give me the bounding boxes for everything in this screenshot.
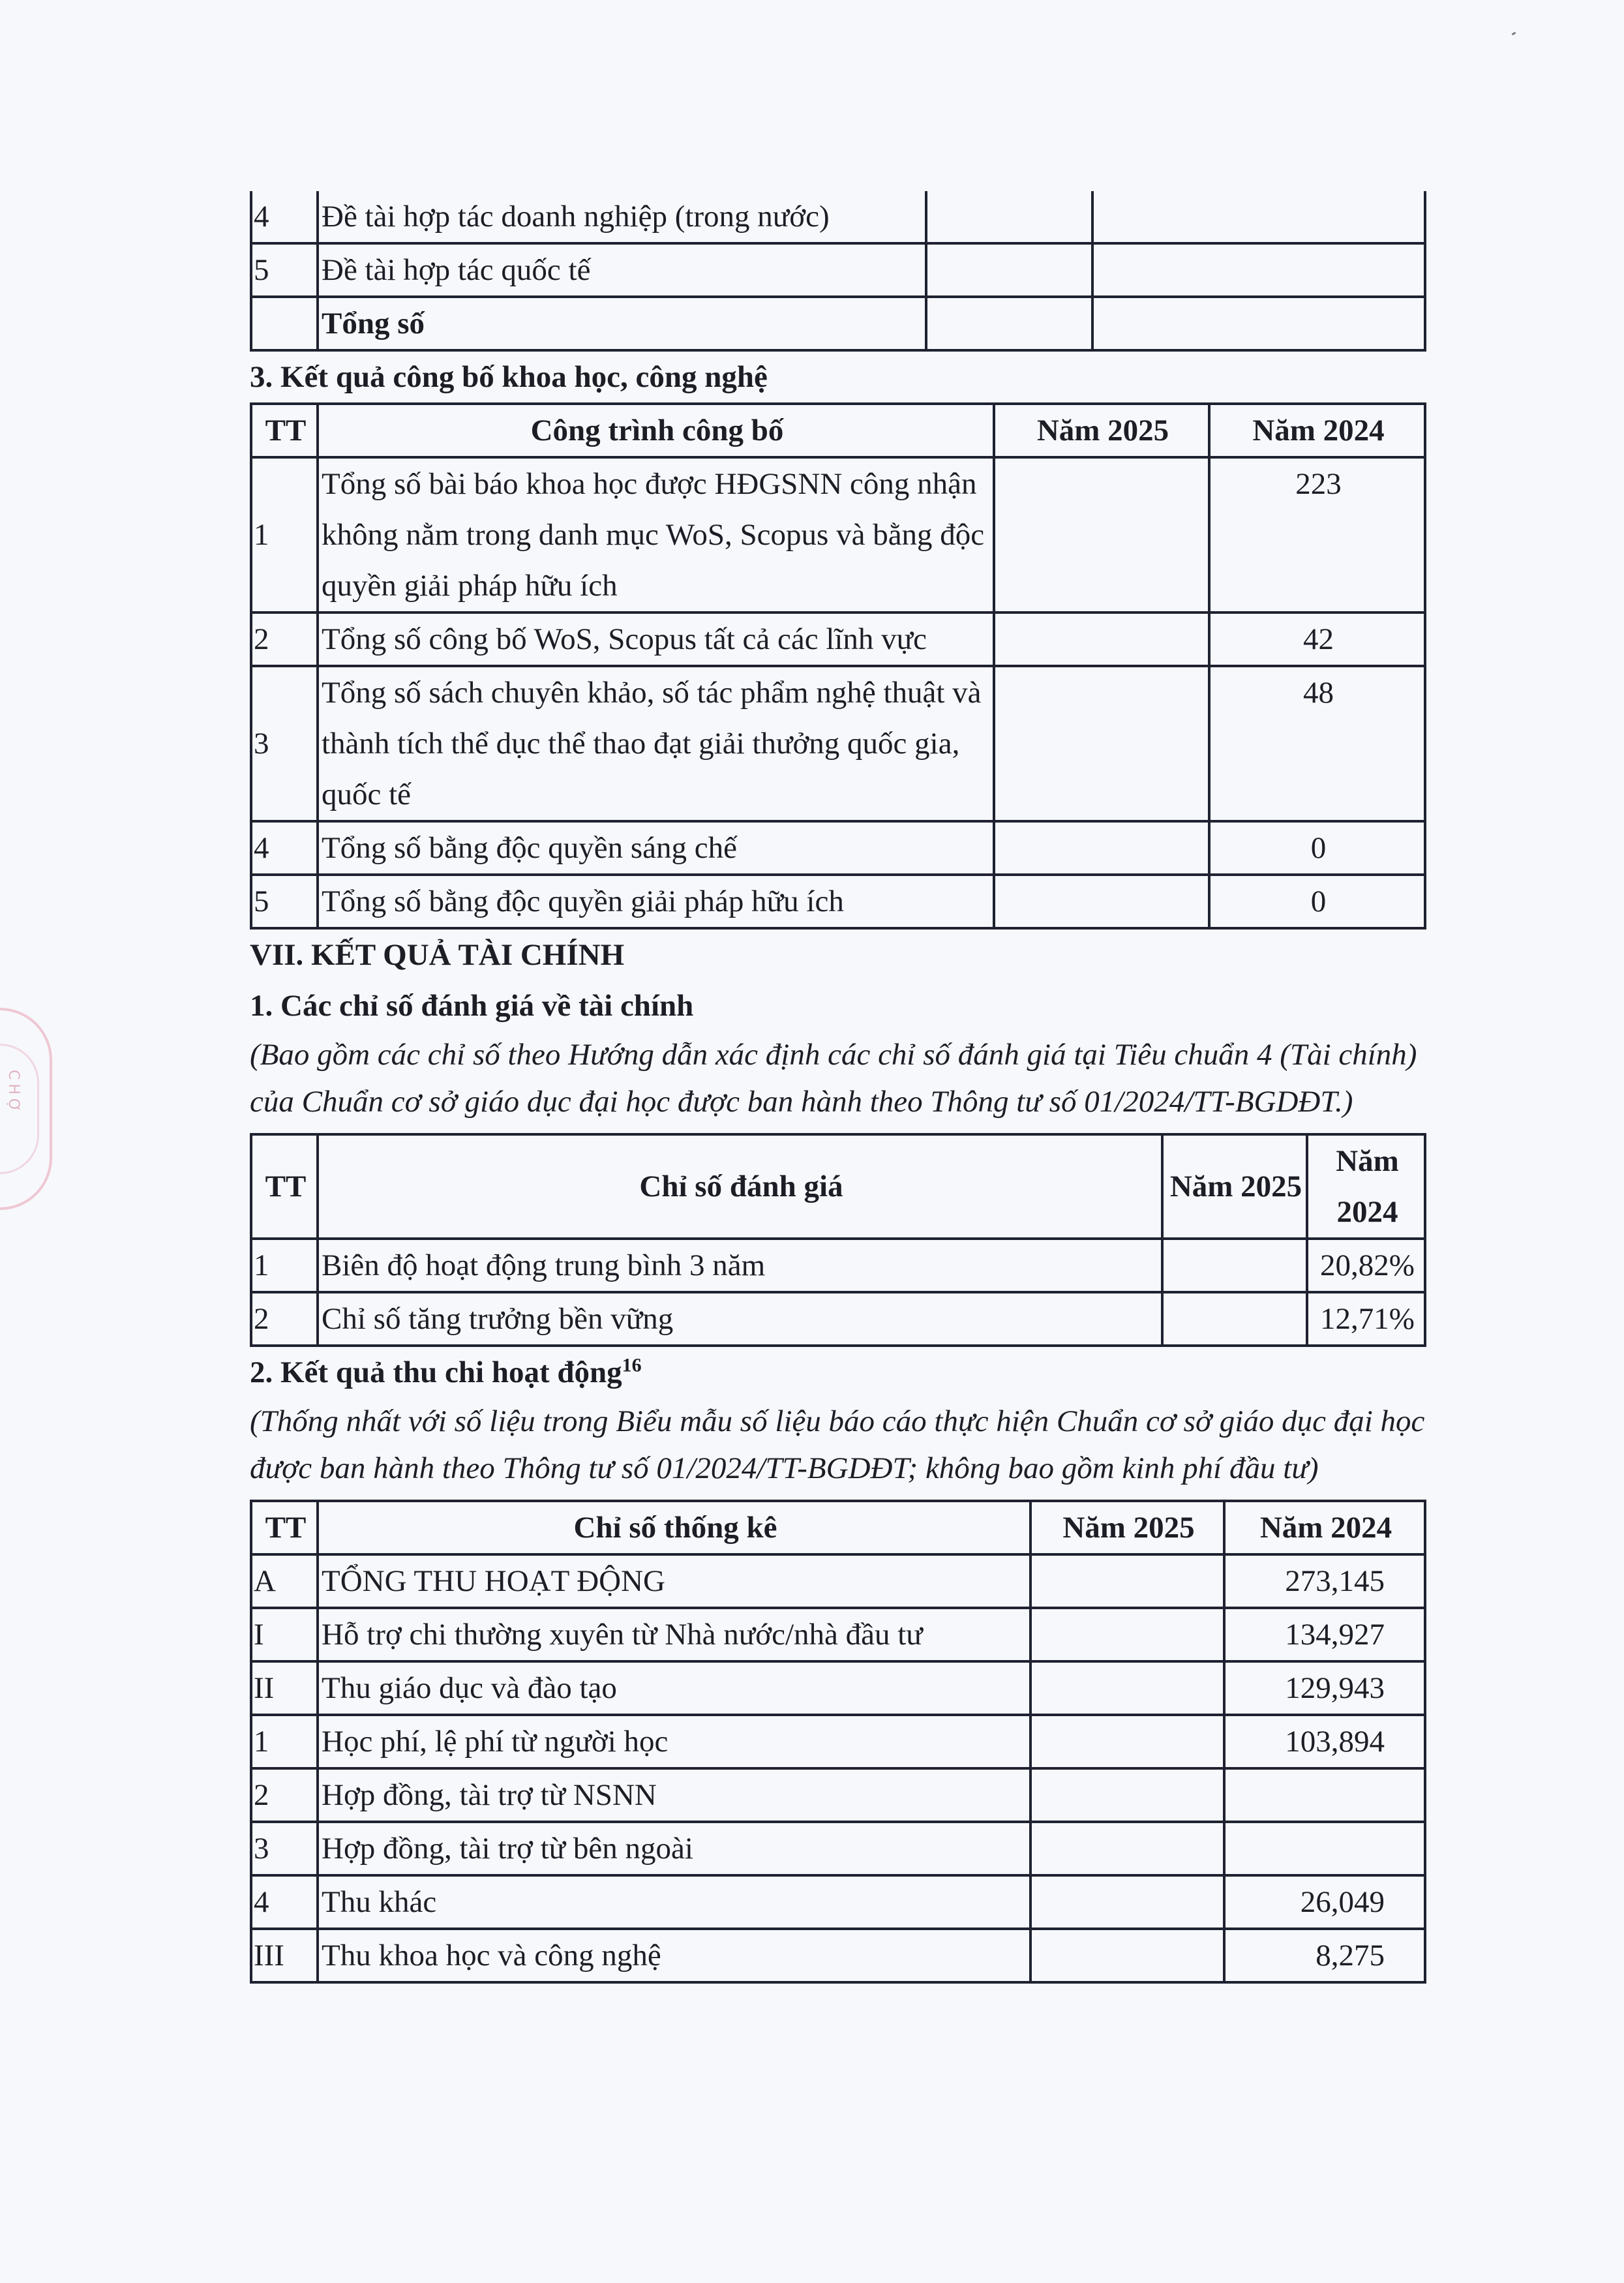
- row-label: Hợp đồng, tài trợ từ NSNN: [318, 1768, 1030, 1822]
- row-tt: 3: [251, 1822, 318, 1875]
- row-2025: [994, 612, 1209, 666]
- row-tt: 2: [251, 612, 318, 666]
- row-tt: 4: [251, 821, 318, 875]
- header-tt: TT: [251, 1501, 318, 1554]
- row-label: Thu khoa học và công nghệ: [318, 1929, 1030, 1982]
- header-2024: Năm 2024: [1224, 1501, 1425, 1554]
- table-row: [251, 821, 1425, 875]
- row-label: Tổng số bằng độc quyền sáng chế: [318, 821, 994, 875]
- row-2025: [994, 457, 1209, 612]
- header-2025: Năm 2025: [994, 404, 1209, 457]
- table-row: [251, 1239, 1425, 1292]
- official-stamp-text: CHỢ: [5, 1070, 22, 1115]
- row-2025: [926, 243, 1092, 297]
- row-tt: 5: [251, 243, 318, 297]
- header-2024: Năm 2024: [1209, 404, 1425, 457]
- row-2024: 0: [1209, 821, 1425, 875]
- financial-indicators-table: [250, 1133, 1426, 1347]
- row-2025: [994, 821, 1209, 875]
- table-row-total: [251, 297, 1425, 350]
- row-label: Tổng số: [318, 297, 926, 350]
- row-tt: 1: [251, 1239, 318, 1292]
- row-2025: [1162, 1292, 1307, 1346]
- row-label: Tổng số sách chuyên khảo, số tác phẩm nghệ thuật và thành tích thể dục thể thao đạt giải thưởng quốc gia, quốc tế: [318, 666, 994, 821]
- table-row: [251, 1768, 1425, 1822]
- row-2025: [1030, 1608, 1224, 1661]
- row-tt: [251, 297, 318, 350]
- revenue-table: [250, 1500, 1426, 1984]
- section-vii-1-heading: 1. Các chỉ số đánh giá về tài chính: [250, 989, 694, 1023]
- section-3-heading: 3. Kết quả công bố khoa học, công nghệ: [250, 360, 768, 394]
- table-header-row: [251, 404, 1425, 457]
- row-2024: 223: [1209, 457, 1425, 612]
- row-2024: [1092, 243, 1425, 297]
- row-2025: [926, 297, 1092, 350]
- row-label: TỔNG THU HOẠT ĐỘNG: [318, 1554, 1030, 1608]
- row-2024: 129,943: [1224, 1661, 1425, 1715]
- row-label: Hỗ trợ chi thường xuyên từ Nhà nước/nhà đầu tư: [318, 1608, 1030, 1661]
- row-tt: 2: [251, 1292, 318, 1346]
- row-label: Tổng số bằng độc quyền giải pháp hữu ích: [318, 875, 994, 928]
- header-2025: Năm 2025: [1162, 1134, 1307, 1239]
- row-tt: 1: [251, 1715, 318, 1768]
- row-label: Học phí, lệ phí từ người học: [318, 1715, 1030, 1768]
- row-2025: [1162, 1239, 1307, 1292]
- table-row: [251, 243, 1425, 297]
- table-header-row: [251, 1134, 1425, 1239]
- section-vii-2-note: (Thống nhất với số liệu trong Biểu mẫu số liệu báo cáo thực hiện Chuẩn cơ sở giáo dục đại học được ban hành theo Thông tư số 01/2024/TT-BGDĐT; không bao gồm kinh phí đầu tư): [250, 1404, 1425, 1485]
- row-2025: [994, 875, 1209, 928]
- row-2025: [1030, 1554, 1224, 1608]
- row-2024: 20,82%: [1307, 1239, 1425, 1292]
- row-label: Đề tài hợp tác doanh nghiệp (trong nước): [318, 191, 926, 243]
- header-2025: Năm 2025: [1030, 1501, 1224, 1554]
- research-projects-table: [250, 191, 1426, 352]
- row-2024: 48: [1209, 666, 1425, 821]
- row-2024: 12,71%: [1307, 1292, 1425, 1346]
- row-tt: III: [251, 1929, 318, 1982]
- row-2025: [926, 191, 1092, 243]
- table-row: [251, 612, 1425, 666]
- row-tt: II: [251, 1661, 318, 1715]
- row-2024: 8,275: [1224, 1929, 1425, 1982]
- header-tt: TT: [251, 1134, 318, 1239]
- row-tt: 3: [251, 666, 318, 821]
- header-label: Chỉ số thống kê: [318, 1501, 1030, 1554]
- table-row: [251, 1715, 1425, 1768]
- row-label: Chỉ số tăng trưởng bền vững: [318, 1292, 1162, 1346]
- row-2024: 103,894: [1224, 1715, 1425, 1768]
- section-vii-1-note: (Bao gồm các chỉ số theo Hướng dẫn xác định các chỉ số đánh giá tại Tiêu chuẩn 4 (Tài chính) của Chuẩn cơ sở giáo dục đại học được ban hành theo Thông tư số 01/2024/TT-BGDĐT.): [250, 1038, 1417, 1119]
- section-vii-2-heading: [250, 1347, 1426, 1398]
- row-2024: [1092, 297, 1425, 350]
- row-2024: [1224, 1768, 1425, 1822]
- row-2025: [994, 666, 1209, 821]
- row-2025: [1030, 1661, 1224, 1715]
- row-2025: [1030, 1875, 1224, 1929]
- row-tt: 4: [251, 191, 318, 243]
- row-tt: I: [251, 1608, 318, 1661]
- table-row: [251, 666, 1425, 821]
- row-label: Thu khác: [318, 1875, 1030, 1929]
- table-row: [251, 1554, 1425, 1608]
- row-tt: 4: [251, 1875, 318, 1929]
- header-label: Chỉ số đánh giá: [318, 1134, 1162, 1239]
- header-label: Công trình công bố: [318, 404, 994, 457]
- section-vii-heading: VII. KẾT QUẢ TÀI CHÍNH: [250, 938, 625, 972]
- table-row: [251, 1929, 1425, 1982]
- header-tt: TT: [251, 404, 318, 457]
- row-2024: [1092, 191, 1425, 243]
- row-2025: [1030, 1715, 1224, 1768]
- table-row: [251, 1661, 1425, 1715]
- table-header-row: [251, 1501, 1425, 1554]
- row-2024: [1224, 1822, 1425, 1875]
- row-2025: [1030, 1822, 1224, 1875]
- row-label: Tổng số công bố WoS, Scopus tất cả các lĩnh vực: [318, 612, 994, 666]
- row-2024: 273,145: [1224, 1554, 1425, 1608]
- row-label: Biên độ hoạt động trung bình 3 năm: [318, 1239, 1162, 1292]
- row-tt: 1: [251, 457, 318, 612]
- table-row: [251, 1875, 1425, 1929]
- publications-table: [250, 402, 1426, 930]
- table-row: [251, 1292, 1425, 1346]
- row-label: Tổng số bài báo khoa học được HĐGSNN công nhận không nằm trong danh mục WoS, Scopus và bằng độc quyền giải pháp hữu ích: [318, 457, 994, 612]
- table-row: [251, 457, 1425, 612]
- row-tt: A: [251, 1554, 318, 1608]
- row-2024: 134,927: [1224, 1608, 1425, 1661]
- row-tt: 5: [251, 875, 318, 928]
- table-row: [251, 875, 1425, 928]
- table-row: [251, 191, 1425, 243]
- row-2024: 42: [1209, 612, 1425, 666]
- row-2025: [1030, 1929, 1224, 1982]
- row-2025: [1030, 1768, 1224, 1822]
- table-row: [251, 1822, 1425, 1875]
- row-2024: 0: [1209, 875, 1425, 928]
- section-vii-2-heading-text: 2. Kết quả thu chi hoạt động: [250, 1355, 622, 1389]
- row-tt: 2: [251, 1768, 318, 1822]
- header-2024: Năm 2024: [1307, 1134, 1425, 1239]
- table-row: [251, 1608, 1425, 1661]
- row-label: Đề tài hợp tác quốc tế: [318, 243, 926, 297]
- footnote-marker[interactable]: 16: [622, 1354, 642, 1376]
- row-2024: 26,049: [1224, 1875, 1425, 1929]
- row-label: Hợp đồng, tài trợ từ bên ngoài: [318, 1822, 1030, 1875]
- row-label: Thu giáo dục và đào tạo: [318, 1661, 1030, 1715]
